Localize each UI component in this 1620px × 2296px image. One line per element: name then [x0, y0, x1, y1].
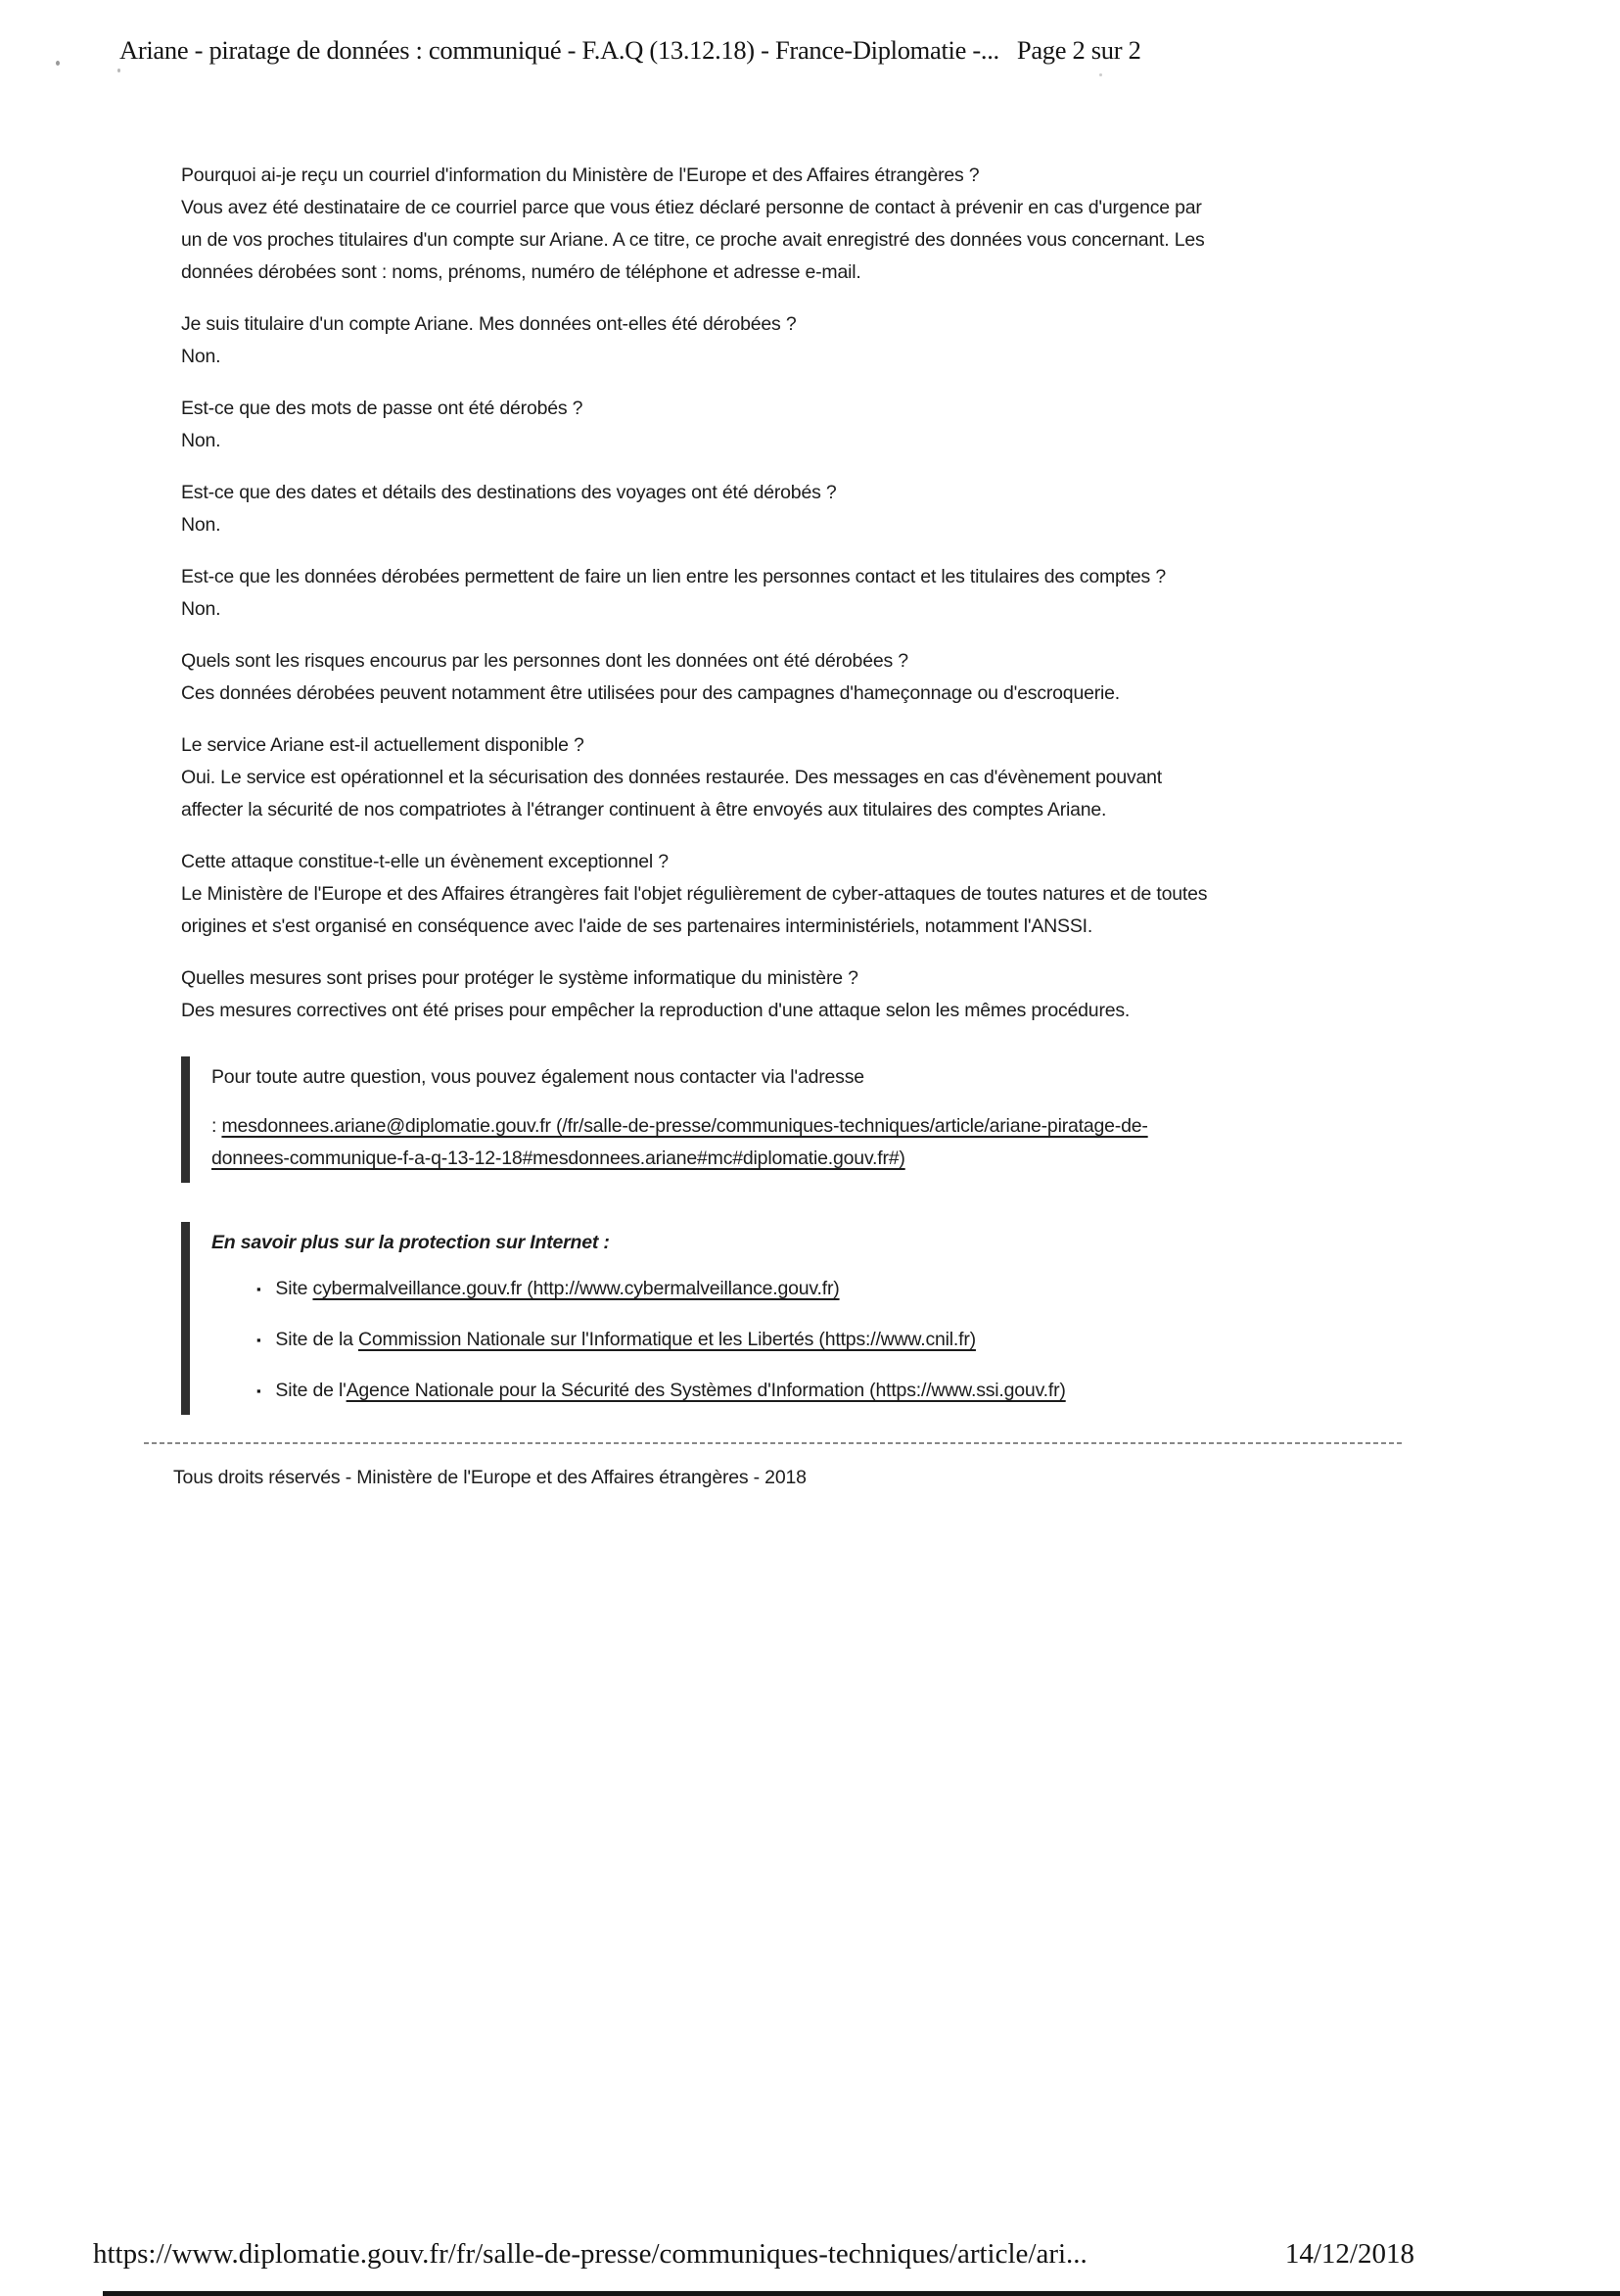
list-item [256, 1273, 1219, 1305]
more-info-heading: En savoir plus sur la protection sur Internet : [211, 1232, 610, 1253]
faq-question: Est-ce que des dates et détails des destinations des voyages ont été dérobés ? [181, 482, 837, 503]
scan-speck [56, 61, 60, 66]
faq-answer: Oui. Le service est opérationnel et la sécurisation des données restaurée. Des messages en cas d'évènement pouvant affecter la sécurité de nos compatriotes à l'étranger continuent à être envoyés aux titulaires des comptes Ariane. [181, 767, 1163, 820]
cybermalveillance-link[interactable]: cybermalveillance.gouv.fr (http://www.cybermalveillance.gouv.fr) [312, 1278, 840, 1299]
faq-item [181, 308, 1219, 373]
faq-item [181, 729, 1219, 826]
contact-link-line [211, 1110, 1219, 1175]
link-prefix: Site de l' [275, 1380, 347, 1401]
print-header [119, 35, 1141, 66]
faq-question: Est-ce que des mots de passe ont été dérobés ? [181, 398, 583, 419]
faq-question: Pourquoi ai-je reçu un courriel d'information du Ministère de l'Europe et des Affaires étrangères ? [181, 164, 980, 186]
cnil-link[interactable]: Commission Nationale sur l'Informatique et les Libertés (https://www.cnil.fr) [357, 1329, 976, 1350]
contact-quote-block [181, 1056, 1219, 1183]
faq-item [181, 393, 1219, 457]
external-links-list [256, 1273, 1219, 1407]
bullet-icon: ▪ [256, 1333, 261, 1347]
link-prefix: Site [275, 1278, 313, 1299]
faq-item [181, 160, 1219, 289]
print-footer [93, 2238, 1414, 2271]
scanner-edge-artifact [103, 2291, 1620, 2296]
contact-intro: Pour toute autre question, vous pouvez également nous contacter via l'adresse [211, 1066, 864, 1088]
faq-answer: Le Ministère de l'Europe et des Affaires étrangères fait l'objet régulièrement de cyber-attaques de toutes natures et de toutes origines et s'est organisé en conséquence avec l'aide de ses partenaires interministériels, notamment l'ANSSI. [181, 883, 1208, 937]
dashed-divider [144, 1442, 1405, 1444]
faq-question: Je suis titulaire d'un compte Ariane. Mes données ont-elles été dérobées ? [181, 313, 797, 335]
faq-item [181, 645, 1219, 710]
faq-item [181, 846, 1219, 943]
faq-answer: Ces données dérobées peuvent notamment être utilisées pour des campagnes d'hameçonnage ou d'escroquerie. [181, 682, 1121, 704]
faq-question: Quelles mesures sont prises pour protéger le système informatique du ministère ? [181, 967, 858, 989]
scan-speck [117, 69, 120, 72]
anssi-link[interactable]: Agence Nationale pour la Sécurité des Systèmes d'Information (https://www.ssi.gouv.fr) [346, 1380, 1066, 1401]
bullet-icon: ▪ [256, 1383, 261, 1398]
list-item [256, 1324, 1219, 1356]
copyright-notice: Tous droits réservés - Ministère de l'Europe et des Affaires étrangères - 2018 [173, 1467, 807, 1488]
link-prefix: : [211, 1115, 222, 1137]
bullet-icon: ▪ [256, 1282, 261, 1296]
page-indicator: Page 2 sur 2 [1016, 35, 1141, 65]
document-body [173, 160, 1219, 1494]
faq-answer: Non. [181, 598, 221, 620]
faq-answer: Non. [181, 430, 221, 451]
faq-question: Cette attaque constitue-t-elle un évènement exceptionnel ? [181, 851, 669, 872]
faq-question: Quels sont les risques encourus par les personnes dont les données ont été dérobées ? [181, 650, 908, 672]
footer-date: 14/12/2018 [1284, 2238, 1414, 2270]
footer-url: https://www.diplomatie.gouv.fr/fr/salle-de-presse/communiques-techniques/article/ari... [93, 2238, 1088, 2270]
scan-speck [1099, 73, 1102, 76]
faq-item [181, 561, 1219, 626]
faq-answer: Non. [181, 346, 221, 367]
faq-answer: Non. [181, 514, 221, 536]
faq-item [181, 477, 1219, 541]
more-info-quote-block [181, 1222, 1219, 1415]
list-item [256, 1375, 1219, 1407]
faq-item [181, 962, 1219, 1027]
document-title: Ariane - piratage de données : communiqué - F.A.Q (13.12.18) - France-Diplomatie -... [119, 35, 999, 65]
link-prefix: Site de la [275, 1329, 358, 1350]
faq-question: Est-ce que les données dérobées permettent de faire un lien entre les personnes contact et les titulaires des comptes ? [181, 566, 1166, 587]
contact-email-link[interactable]: mesdonnees.ariane@diplomatie.gouv.fr (/fr/salle-de-presse/communiques-techniques/article/ariane-piratage-de-donnees-communique-f-a-q-13-12-18#mesdonnees.ariane#mc#diplomatie.gouv.fr#) [211, 1115, 1148, 1169]
faq-answer: Vous avez été destinataire de ce courriel parce que vous étiez déclaré personne de contact à prévenir en cas d'urgence par un de vos proches titulaires d'un compte sur Ariane. A ce titre, ce proche avait enregistré des données vous concernant. Les données dérobées sont : noms, prénoms, numéro de téléphone et adresse e-mail. [181, 197, 1205, 283]
faq-answer: Des mesures correctives ont été prises pour empêcher la reproduction d'une attaque selon les mêmes procédures. [181, 1000, 1131, 1021]
faq-question: Le service Ariane est-il actuellement disponible ? [181, 734, 584, 756]
